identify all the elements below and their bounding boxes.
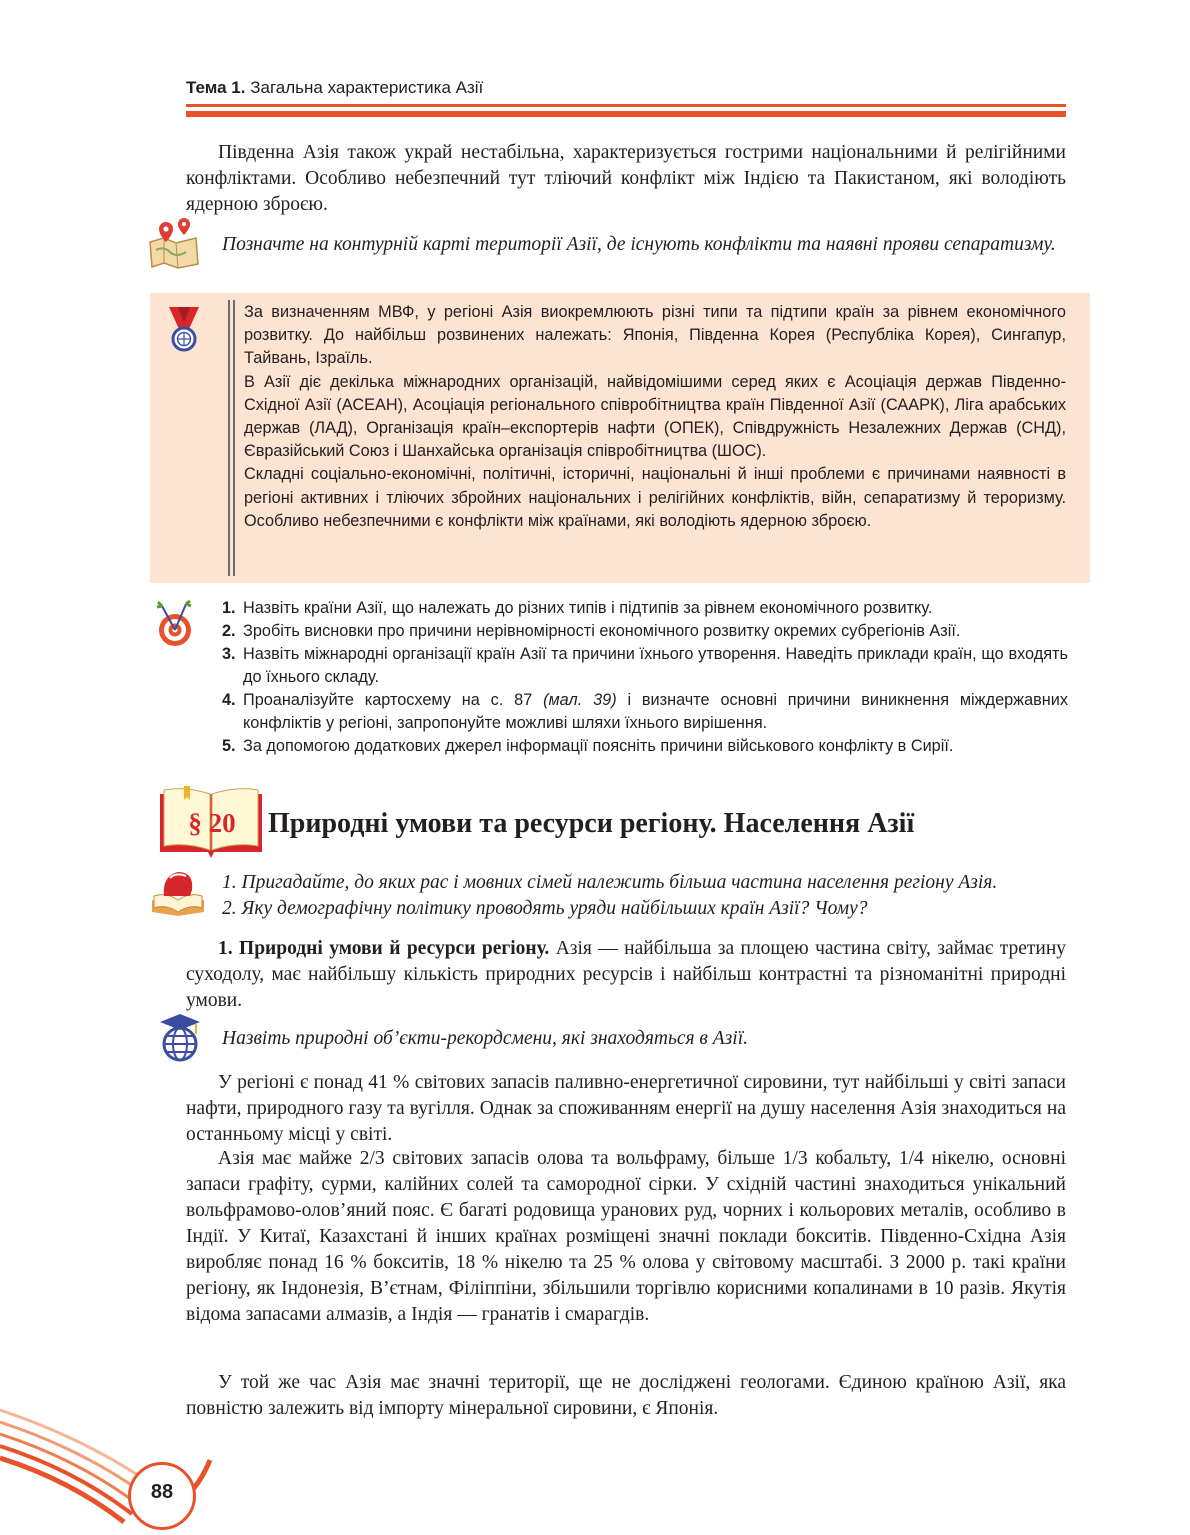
info-paragraph-conflicts: Складні соціально-економічні, політичні, історичні, національні й інші проблеми є причинами наявності в регіоні активних і тліючих збройних національних і релігійних конфліктів, війн, сепаратизму й тероризму. Особливо небезпечними є конфлікти між країнами, які володіють ядерною зброєю. <box>244 465 1066 530</box>
info-text <box>244 301 1066 533</box>
minerals-paragraph: Азія має майже 2/3 світових запасів олова та вольфраму, більше 1/3 кобальту, 1/4 нікелю, основні запаси графіту, сурми, калійних солей та самородної сірки. У східній частині знаходиться унікальний вольфрамово-олов’яний пояс. Є багаті родовища уранових руд, чорних і кольорових металів, особливо в Індії. У Китаї, Казахстані й інших країнах розміщені значні поклади бокситів. Південно-Східна Азія виробляє понад 16 % бокситів, 18 % нікелю та 25 % олова у світовому масштабі. З 2000 р. такі країни регіону, як Індонезія, В’єтнам, Філіппіни, збільшили торгівлю корисними копалинами в 10 разів. Якутія відома запасами алмазів, а Індія — гранатів і смарагдів. <box>186 1148 1066 1325</box>
task-record-objects: Назвіть природні об’єкти-рекордсмени, які знаходяться в Азії. <box>222 1028 749 1049</box>
section-title: Природні умови та ресурси регіону. Населення Азії <box>268 808 915 839</box>
thinking-book-icon <box>150 866 206 921</box>
map-pins-icon <box>146 218 202 275</box>
recall-question-2: 2. Яку демографічну політику проводять уряди найбільших країн Азії? Чому? <box>222 898 868 919</box>
running-header <box>186 78 483 98</box>
subsection-title: 1. Природні умови й ресурси регіону. <box>218 938 550 959</box>
energy-resources-paragraph: У регіоні є понад 41 % світових запасів паливно-енергетичної сировини, тут найбільші у світі запаси нафти, природного газу та вугілля. Однак за споживанням енергії на душу населення Азія знаходиться на останньому місці у світі. <box>186 1072 1066 1145</box>
question-item: 3. Назвіть міжнародні організації країн Азії та причини їхнього утворення. Наведіть приклади країн, що входять до їхнього складу. <box>222 645 1068 686</box>
question-item: 2. Зробіть висновки про причини нерівномірності економічного розвитку окремих субрегіонів Азії. <box>222 622 961 640</box>
task-contour-map: Позначте на контурній карті території Азії, де існують конфлікти та наявні прояви сепаратизму. <box>222 234 1056 255</box>
subsection-paragraph: 1. Природні умови й ресурси регіону. Азія — найбільша за площею частина світу, займає третину суходолу, має найбільшу кількість природних ресурсів і найбільш контрастні та різноманітні природні умови. <box>186 938 1067 1011</box>
topic-label: Тема 1. <box>186 78 246 97</box>
japan-import-paragraph: У той же час Азія має значні території, ще не досліджені геологами. Єдиною країною Азії, яка повністю залежить від імпорту мінеральної сировини, є Японія. <box>186 1372 1066 1419</box>
medal-icon <box>167 305 201 360</box>
question-item: 5. За допомогою додаткових джерел інформації поясніть причини військового конфлікту в Сирії. <box>222 737 954 755</box>
info-divider-right <box>233 300 235 576</box>
question-item: 1. Назвіть країни Азії, що належать до різних типів і підтипів за рівнем економічного розвитку. <box>222 599 933 617</box>
recall-question-1: 1. Пригадайте, до яких рас і мовних сімей належить більша частина населення регіону Азія. <box>222 872 998 893</box>
question-item: 4. Проаналізуйте картосхему на с. 87 (мал. 39) і визначте основні причини виникнення міждержавних конфліктів у регіоні, запропонуйте можливі шляхи їхнього вирішення. <box>222 691 1069 732</box>
page-number-badge <box>128 1462 196 1530</box>
target-arrows-icon <box>154 600 196 653</box>
info-divider-left <box>228 300 230 576</box>
figure-reference: (мал. 39) <box>543 691 617 709</box>
header-rule-thin <box>186 104 1066 107</box>
header-rule-thick <box>186 111 1066 117</box>
page-number: 88 <box>150 1481 174 1503</box>
section-book-badge <box>156 786 266 865</box>
graduation-globe-icon <box>154 1012 206 1069</box>
info-paragraph-organizations: В Азії діє декілька міжнародних організацій, найвідомішими серед яких є Асоціація держав Південно-Східної Азії (АСЕАН), Асоціація регіонального співробітництва країн Південної Азії (СААРК), Ліга арабських держав (ЛАД), Організація країн–експортерів нафти (ОПЕК), Співдружність Незалежних Держав (СНД), Євразійський Союз і Шанхайська організація співробітництва (ШОС). <box>244 372 1066 461</box>
questions-list <box>222 597 1068 758</box>
section-number: § 20 <box>188 808 236 838</box>
info-paragraph-imf: За визначенням МВФ, у регіоні Азія виокремлюють різні типи та підтипи країн за рівнем економічного розвитку. До найбільш розвинених належать: Японія, Південна Корея (Республіка Корея), Сингапур, Тайвань, Ізраїль. <box>244 303 1066 368</box>
topic-title: Загальна характеристика Азії <box>250 78 484 97</box>
intro-paragraph: Південна Азія також украй нестабільна, характеризується гострими національними й релігійними конфліктами. Особливо небезпечний тут тліючий конфлікт між Індією та Пакистаном, які володіють ядерною зброєю. <box>186 142 1066 215</box>
